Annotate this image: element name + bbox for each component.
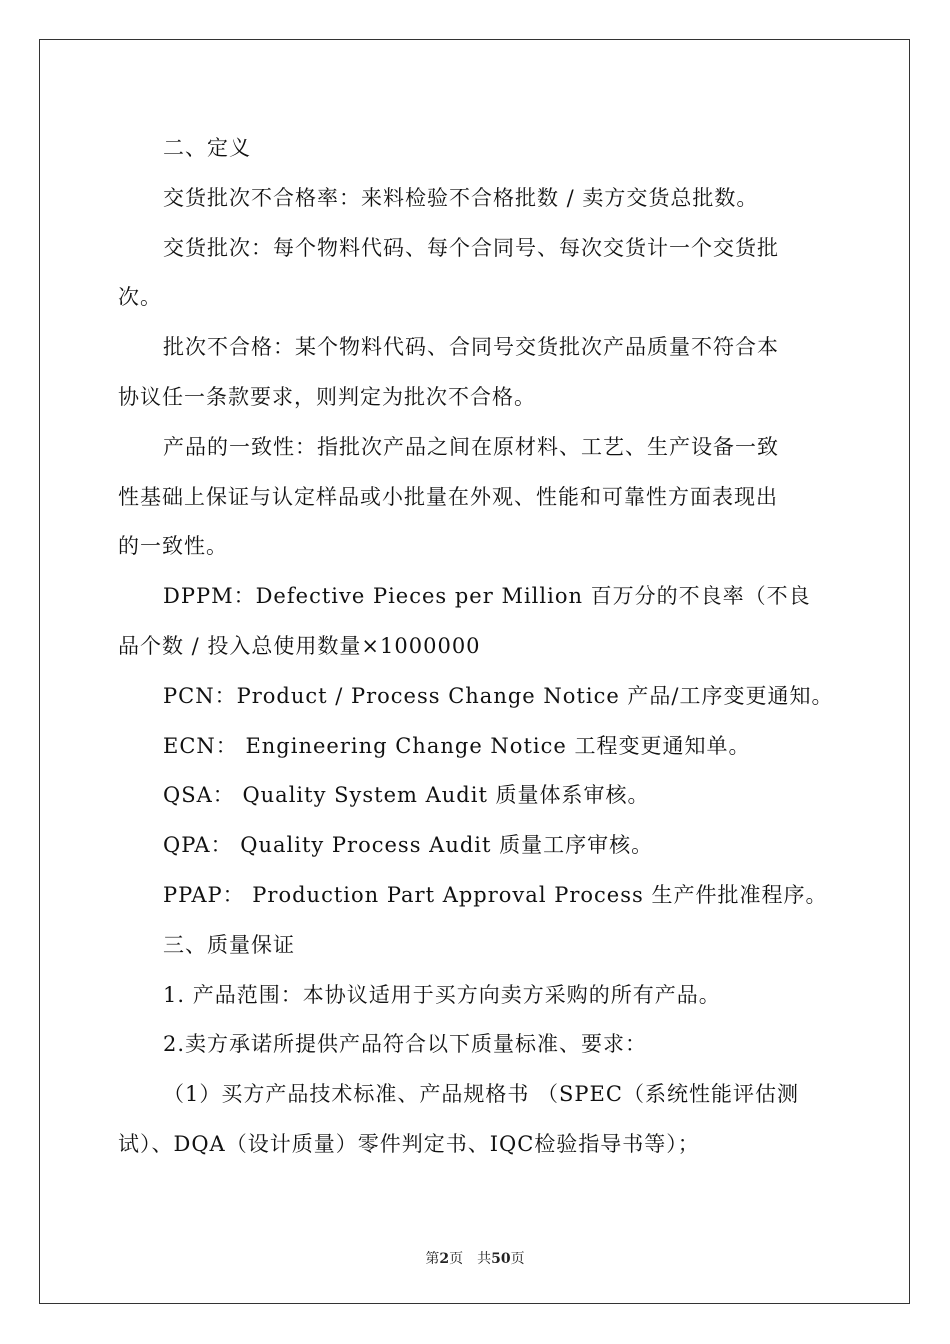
paragraph [118, 1020, 834, 1070]
paragraph-line: ECN： Engineering Change Notice 工程变更通知单。 [163, 733, 751, 758]
paragraph-line: QPA： Quality Process Audit 质量工序审核。 [163, 833, 654, 858]
paragraph-line: 的一致性。 [118, 534, 228, 559]
paragraph [118, 672, 834, 722]
paragraph-line: 性基础上保证与认定样品或小批量在外观、性能和可靠性方面表现出 [118, 484, 778, 509]
paragraph-line: 批次不合格：某个物料代码、合同号交货批次产品质量不符合本 [163, 335, 779, 360]
paragraph [118, 323, 834, 423]
paragraph-line: PPAP： Production Part Approval Process 生产件批准程序。 [163, 882, 828, 907]
footer-suffix: 页 [510, 1251, 525, 1267]
footer-mid: 页 共 [449, 1251, 492, 1267]
paragraph [118, 124, 834, 174]
paragraph [118, 572, 834, 672]
paragraph-line: （1）买方产品技术标准、产品规格书 （SPEC（系统性能评估测 [163, 1082, 799, 1107]
paragraph-line: 2.卖方承诺所提供产品符合以下质量标准、要求： [163, 1032, 648, 1057]
paragraph-line: DPPM：Defective Pieces per Million 百万分的不良率（不良 [163, 584, 811, 609]
page-footer [0, 1248, 950, 1268]
paragraph-line: 1. 产品范围：本协议适用于买方向卖方采购的所有产品。 [163, 982, 721, 1007]
paragraph-line: 次。 [118, 285, 162, 310]
document-body [118, 124, 834, 1170]
paragraph-line: 协议任一条款要求，则判定为批次不合格。 [118, 384, 536, 409]
paragraph [118, 722, 834, 772]
paragraph-line: QSA： Quality System Audit 质量体系审核。 [163, 783, 650, 808]
paragraph-line: 试）、DQA（设计质量）零件判定书、IQC检验指导书等）； [118, 1131, 700, 1156]
paragraph-line: 交货批次不合格率：来料检验不合格批数 / 卖方交货总批数。 [163, 185, 759, 210]
paragraph [118, 871, 834, 921]
paragraph [118, 971, 834, 1021]
paragraph [118, 1070, 834, 1170]
footer-prefix: 第 [425, 1251, 440, 1267]
current-page-number: 2 [439, 1251, 450, 1267]
paragraph [118, 821, 834, 871]
paragraph-line: PCN：Product / Process Change Notice 产品/工序变更通知。 [163, 683, 834, 708]
paragraph [118, 224, 834, 324]
paragraph [118, 771, 834, 821]
paragraph [118, 423, 834, 572]
paragraph [118, 921, 834, 971]
paragraph-line: 三、质量保证 [163, 932, 295, 957]
paragraph-line: 交货批次：每个物料代码、每个合同号、每次交货计一个交货批 [163, 235, 779, 260]
paragraph [118, 174, 834, 224]
paragraph-line: 二、定义 [163, 136, 251, 160]
paragraph-line: 品个数 / 投入总使用数量×1000000 [118, 633, 481, 658]
total-page-count: 50 [491, 1251, 511, 1267]
paragraph-line: 产品的一致性：指批次产品之间在原材料、工艺、生产设备一致 [163, 434, 779, 459]
